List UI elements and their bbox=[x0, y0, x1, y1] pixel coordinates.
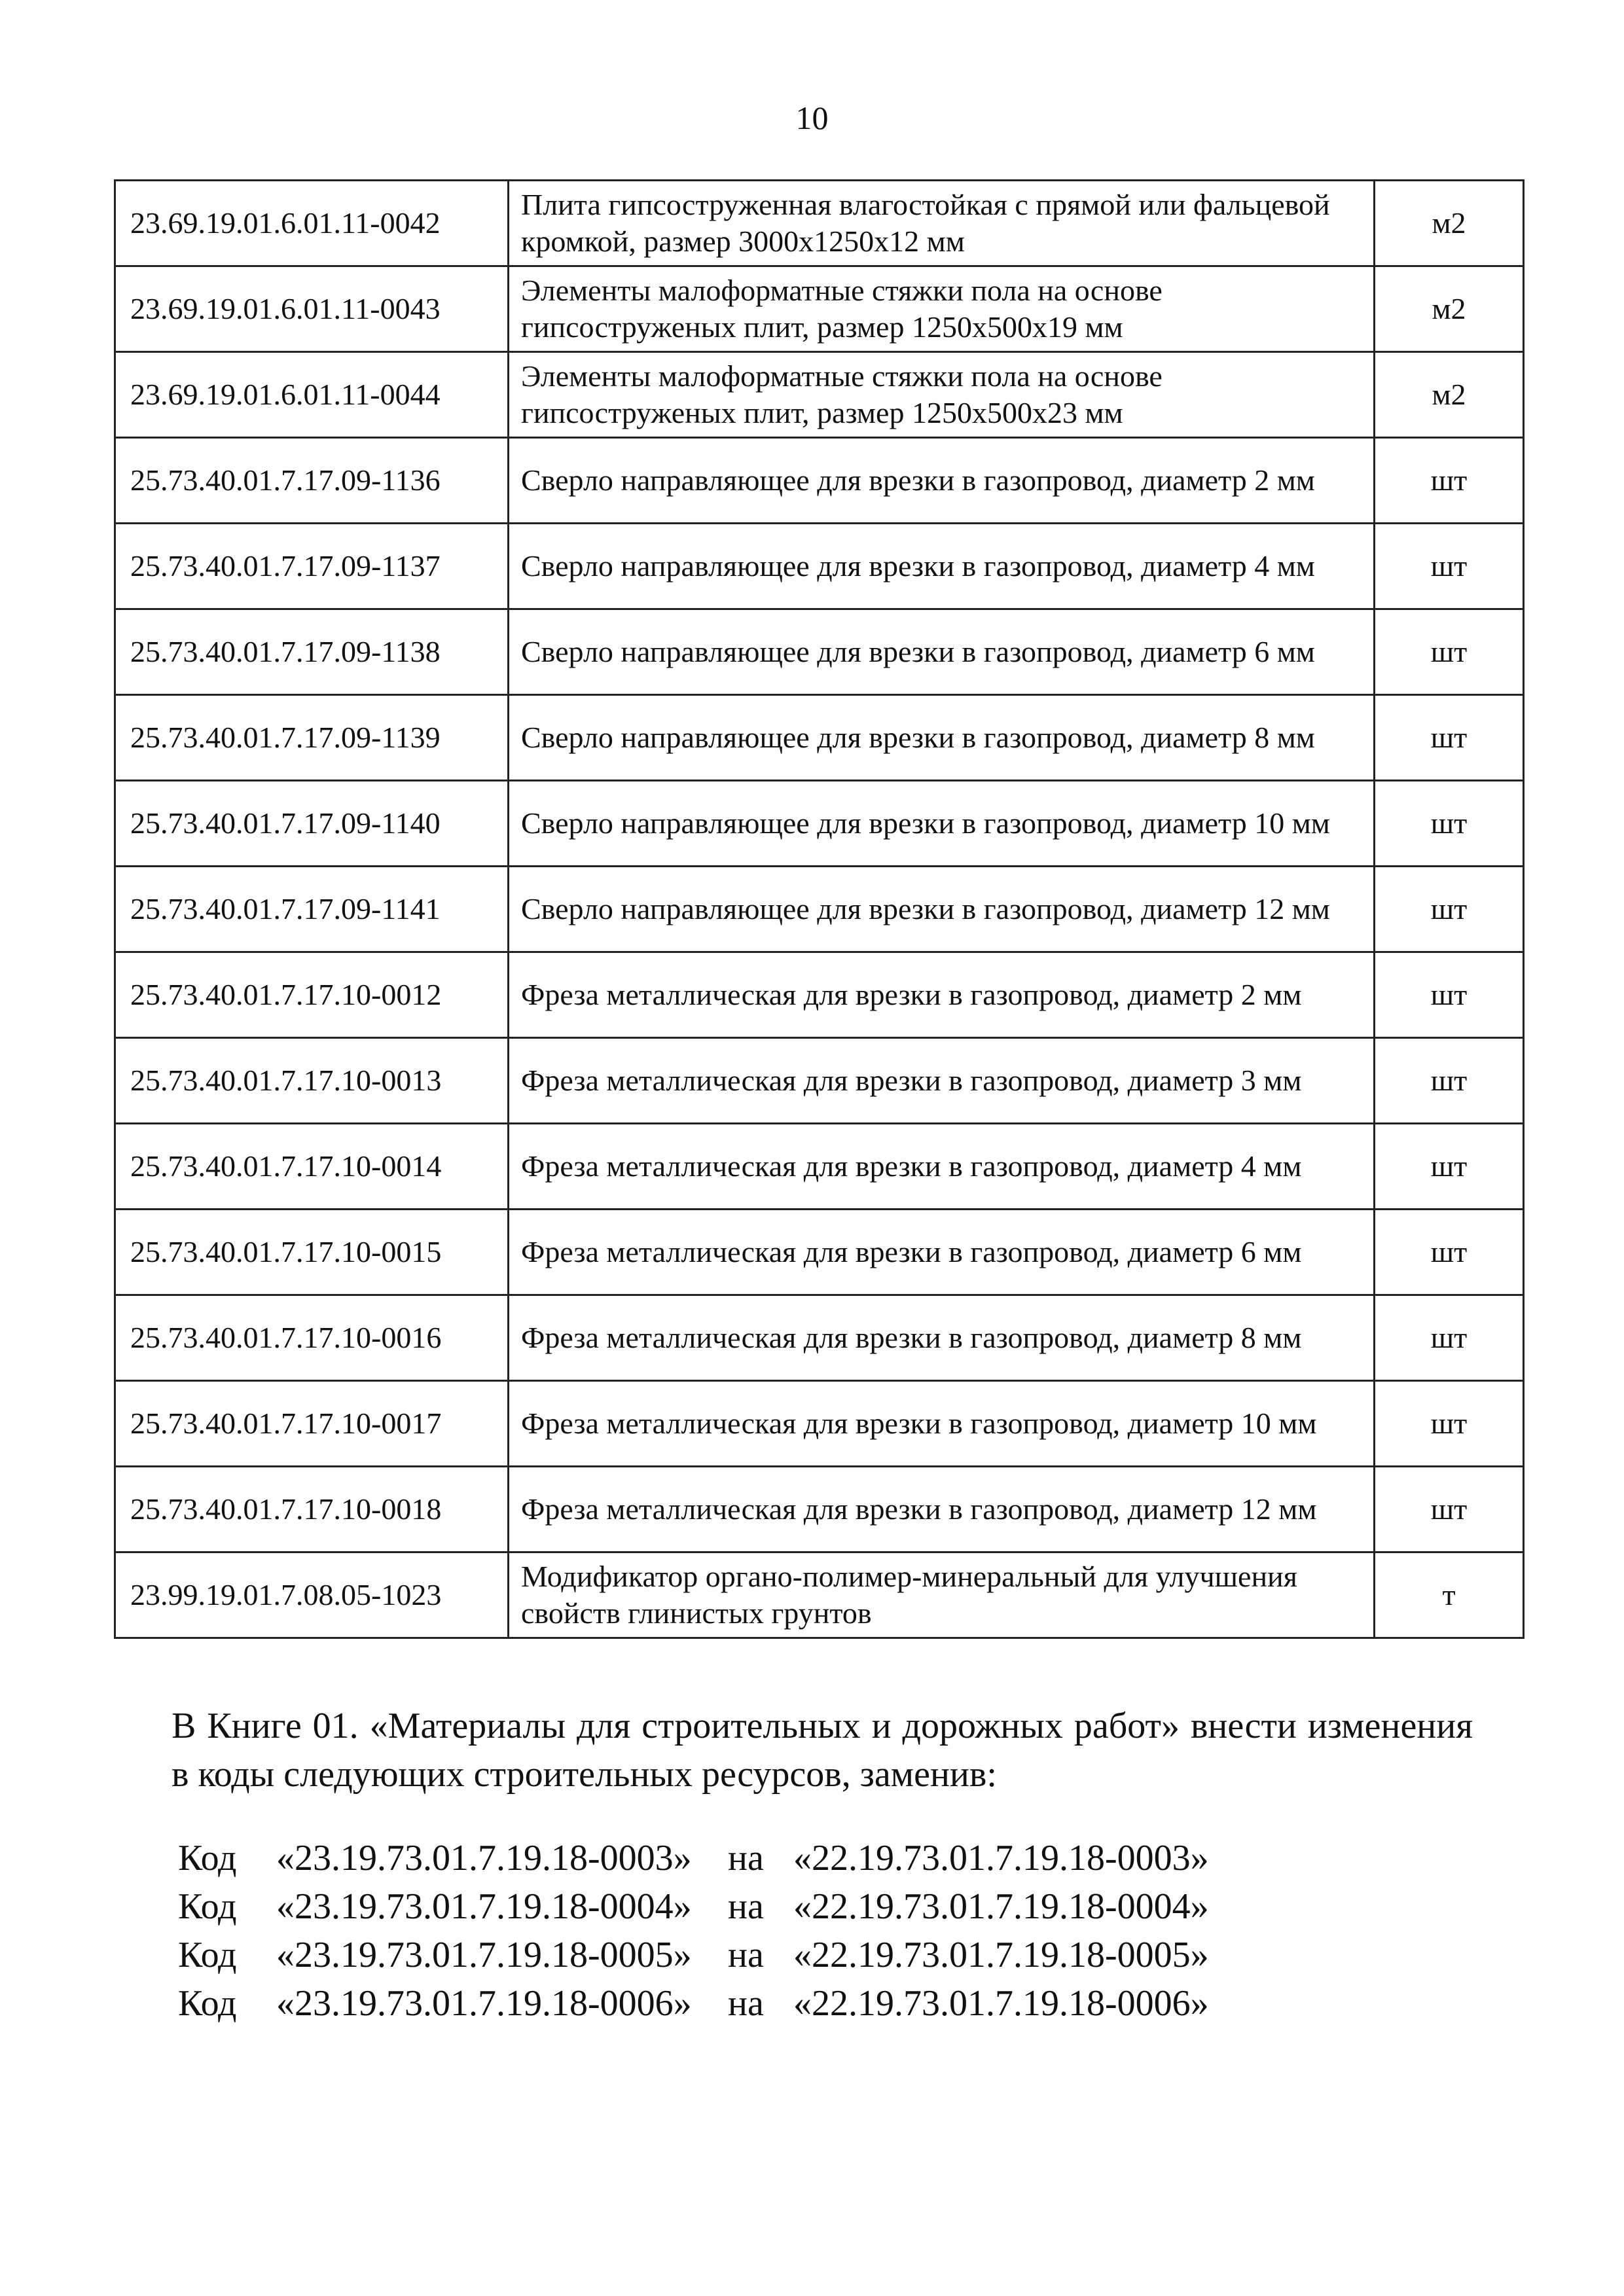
new-code: «22.19.73.01.7.19.18-0004» bbox=[793, 1886, 1209, 1927]
resource-code-cell: 25.73.40.01.7.17.10-0017 bbox=[115, 1381, 509, 1467]
code-change-line bbox=[178, 1931, 1209, 1979]
table-row bbox=[115, 181, 1524, 266]
resource-name-cell: Сверло направляющее для врезки в газопровод, диаметр 2 мм bbox=[509, 438, 1375, 524]
resource-code-cell: 25.73.40.01.7.17.09-1139 bbox=[115, 695, 509, 781]
new-code: «22.19.73.01.7.19.18-0003» bbox=[793, 1838, 1209, 1878]
resource-unit-cell: шт bbox=[1375, 438, 1524, 524]
resource-code-cell: 23.69.19.01.6.01.11-0044 bbox=[115, 352, 509, 438]
resource-code-cell: 23.69.19.01.6.01.11-0042 bbox=[115, 181, 509, 266]
table-row bbox=[115, 352, 1524, 438]
page-number: 10 bbox=[795, 99, 829, 136]
table-row bbox=[115, 438, 1524, 524]
table-row bbox=[115, 1295, 1524, 1381]
resource-name-cell: Фреза металлическая для врезки в газопровод, диаметр 12 мм bbox=[509, 1467, 1375, 1552]
resource-code-cell: 23.69.19.01.6.01.11-0043 bbox=[115, 266, 509, 352]
table-row bbox=[115, 609, 1524, 695]
resource-code-cell: 25.73.40.01.7.17.09-1138 bbox=[115, 609, 509, 695]
replacement-conjunction: на bbox=[728, 1838, 764, 1878]
new-code: «22.19.73.01.7.19.18-0006» bbox=[793, 1983, 1209, 2024]
table-row bbox=[115, 1124, 1524, 1210]
table-row bbox=[115, 1552, 1524, 1638]
table-row bbox=[115, 1038, 1524, 1124]
table-row bbox=[115, 695, 1524, 781]
resource-code-cell: 25.73.40.01.7.17.10-0015 bbox=[115, 1210, 509, 1295]
table-row bbox=[115, 1210, 1524, 1295]
resource-name-cell: Плита гипсоструженная влагостойкая с прямой или фальцевой кромкой, размер 3000x1250x12 мм bbox=[509, 181, 1375, 266]
table-row bbox=[115, 1467, 1524, 1552]
resource-code-cell: 25.73.40.01.7.17.10-0013 bbox=[115, 1038, 509, 1124]
code-label: Код bbox=[178, 1886, 237, 1927]
resource-unit-cell: шт bbox=[1375, 1038, 1524, 1124]
resource-unit-cell: м2 bbox=[1375, 181, 1524, 266]
replacement-conjunction: на bbox=[728, 1983, 764, 2024]
resource-name-cell: Фреза металлическая для врезки в газопровод, диаметр 6 мм bbox=[509, 1210, 1375, 1295]
resource-name-cell: Модификатор органо-полимер-минеральный для улучшения свойств глинистых грунтов bbox=[509, 1552, 1375, 1638]
resource-name-cell: Фреза металлическая для врезки в газопровод, диаметр 3 мм bbox=[509, 1038, 1375, 1124]
resource-name-cell: Элементы малоформатные стяжки пола на основе гипсоструженых плит, размер 1250x500x23 мм bbox=[509, 352, 1375, 438]
resource-name-cell: Фреза металлическая для врезки в газопровод, диаметр 2 мм bbox=[509, 952, 1375, 1038]
resource-unit-cell: шт bbox=[1375, 1467, 1524, 1552]
resource-unit-cell: м2 bbox=[1375, 352, 1524, 438]
resources-table bbox=[114, 179, 1525, 1639]
resource-name-cell: Фреза металлическая для врезки в газопровод, диаметр 8 мм bbox=[509, 1295, 1375, 1381]
old-code: «23.19.73.01.7.19.18-0003» bbox=[276, 1838, 692, 1878]
resource-unit-cell: шт bbox=[1375, 952, 1524, 1038]
old-code: «23.19.73.01.7.19.18-0004» bbox=[276, 1886, 692, 1927]
resource-code-cell: 25.73.40.01.7.17.10-0016 bbox=[115, 1295, 509, 1381]
replacement-conjunction: на bbox=[728, 1935, 764, 1975]
resource-unit-cell: шт bbox=[1375, 781, 1524, 867]
resource-code-cell: 25.73.40.01.7.17.10-0012 bbox=[115, 952, 509, 1038]
replacement-conjunction: на bbox=[728, 1886, 764, 1927]
resource-unit-cell: шт bbox=[1375, 1210, 1524, 1295]
resource-unit-cell: шт bbox=[1375, 867, 1524, 952]
resource-name-cell: Сверло направляющее для врезки в газопровод, диаметр 8 мм bbox=[509, 695, 1375, 781]
code-label: Код bbox=[178, 1838, 237, 1878]
resource-unit-cell: шт bbox=[1375, 1124, 1524, 1210]
resource-name-cell: Фреза металлическая для врезки в газопровод, диаметр 10 мм bbox=[509, 1381, 1375, 1467]
resource-unit-cell: т bbox=[1375, 1552, 1524, 1638]
table-row bbox=[115, 867, 1524, 952]
resource-unit-cell: шт bbox=[1375, 1381, 1524, 1467]
code-change-line bbox=[178, 1882, 1209, 1931]
resource-name-cell: Элементы малоформатные стяжки пола на основе гипсоструженых плит, размер 1250x500x19 мм bbox=[509, 266, 1375, 352]
instruction-paragraph: В Книге 01. «Материалы для строительных и дорожных работ» внести изменения в коды следующих строительных ресурсов, заменив: bbox=[171, 1706, 1473, 1795]
resource-code-cell: 23.99.19.01.7.08.05-1023 bbox=[115, 1552, 509, 1638]
resource-name-cell: Сверло направляющее для врезки в газопровод, диаметр 10 мм bbox=[509, 781, 1375, 867]
old-code: «23.19.73.01.7.19.18-0006» bbox=[276, 1983, 692, 2024]
resource-code-cell: 25.73.40.01.7.17.09-1137 bbox=[115, 524, 509, 609]
code-changes-list bbox=[178, 1834, 1209, 2028]
resource-unit-cell: шт bbox=[1375, 524, 1524, 609]
resource-code-cell: 25.73.40.01.7.17.10-0014 bbox=[115, 1124, 509, 1210]
resource-unit-cell: шт bbox=[1375, 1295, 1524, 1381]
resource-name-cell: Сверло направляющее для врезки в газопровод, диаметр 12 мм bbox=[509, 867, 1375, 952]
new-code: «22.19.73.01.7.19.18-0005» bbox=[793, 1935, 1209, 1975]
table-row bbox=[115, 1381, 1524, 1467]
code-change-line bbox=[178, 1979, 1209, 2028]
resource-unit-cell: шт bbox=[1375, 695, 1524, 781]
code-label: Код bbox=[178, 1935, 237, 1975]
resource-name-cell: Фреза металлическая для врезки в газопровод, диаметр 4 мм bbox=[509, 1124, 1375, 1210]
resource-name-cell: Сверло направляющее для врезки в газопровод, диаметр 6 мм bbox=[509, 609, 1375, 695]
resource-unit-cell: м2 bbox=[1375, 266, 1524, 352]
old-code: «23.19.73.01.7.19.18-0005» bbox=[276, 1935, 692, 1975]
resource-name-cell: Сверло направляющее для врезки в газопровод, диаметр 4 мм bbox=[509, 524, 1375, 609]
code-label: Код bbox=[178, 1983, 237, 2024]
table-row bbox=[115, 266, 1524, 352]
resource-code-cell: 25.73.40.01.7.17.10-0018 bbox=[115, 1467, 509, 1552]
resource-code-cell: 25.73.40.01.7.17.09-1136 bbox=[115, 438, 509, 524]
resource-unit-cell: шт bbox=[1375, 609, 1524, 695]
table-row bbox=[115, 781, 1524, 867]
resources-table-body bbox=[115, 181, 1524, 1638]
resource-code-cell: 25.73.40.01.7.17.09-1141 bbox=[115, 867, 509, 952]
resource-code-cell: 25.73.40.01.7.17.09-1140 bbox=[115, 781, 509, 867]
code-change-line bbox=[178, 1834, 1209, 1882]
table-row bbox=[115, 952, 1524, 1038]
table-row bbox=[115, 524, 1524, 609]
